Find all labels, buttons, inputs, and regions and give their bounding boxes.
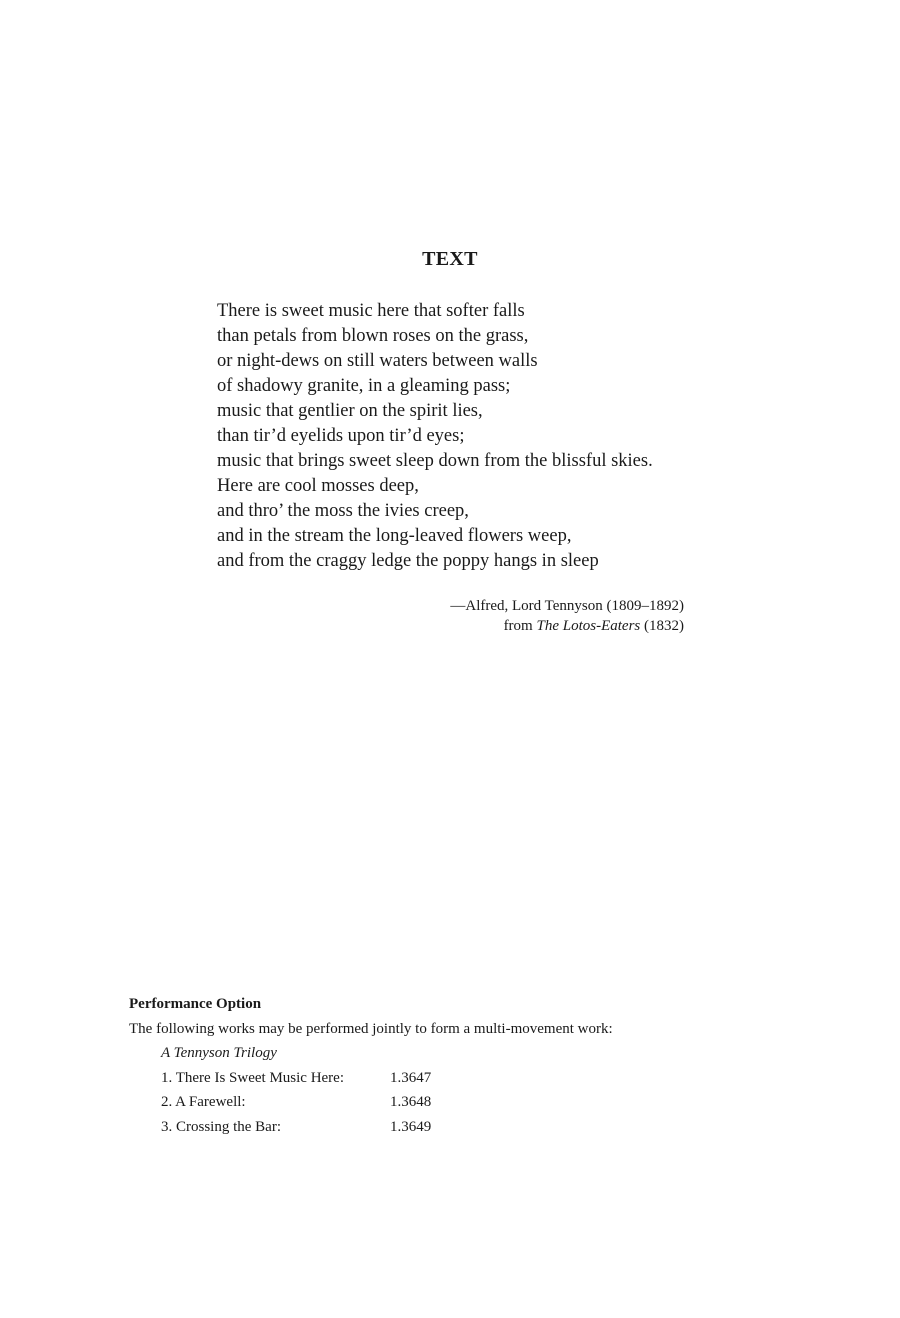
poem-text — [217, 299, 737, 574]
trilogy-item-name: 3. Crossing the Bar: — [161, 1118, 281, 1135]
trilogy-item-code: 1.3648 — [390, 1094, 432, 1110]
performance-option-title: Performance Option — [129, 996, 262, 1012]
poem-line: music that gentlier on the spirit lies, — [217, 401, 483, 421]
page-title: TEXT — [422, 248, 478, 270]
source-prefix: from — [503, 618, 537, 634]
performance-option-section — [129, 992, 769, 1139]
trilogy-item — [129, 1066, 769, 1091]
source-year: (1832) — [640, 618, 684, 634]
poem-line: of shadowy granite, in a gleaming pass; — [217, 376, 511, 396]
poem-line: Here are cool mosses deep, — [217, 476, 419, 496]
poem-line: than petals from blown roses on the grass, — [217, 326, 529, 346]
source-title: The Lotos-Eaters — [536, 618, 641, 634]
trilogy-item-code: 1.3647 — [390, 1069, 432, 1086]
poem-line: music that brings sweet sleep down from the blissful skies. — [217, 451, 653, 471]
poem-line: or night-dews on still waters between walls — [217, 351, 538, 371]
poem-line: There is sweet music here that softer falls — [217, 301, 525, 321]
trilogy-title: A Tennyson Trilogy — [161, 1045, 277, 1061]
trilogy-item — [129, 1115, 769, 1140]
trilogy-item-name: 2. A Farewell: — [161, 1094, 246, 1110]
attribution-author: —Alfred, Lord Tennyson (1809–1892) — [450, 598, 684, 614]
poem-line: and from the craggy ledge the poppy hangs in sleep — [217, 551, 599, 571]
poem-line: and thro’ the moss the ivies creep, — [217, 501, 469, 521]
performance-description: The following works may be performed jointly to form a multi-movement work: — [129, 1020, 613, 1037]
attribution-source — [217, 616, 684, 636]
trilogy-item-name: 1. There Is Sweet Music Here: — [161, 1069, 345, 1086]
attribution — [217, 596, 684, 636]
trilogy-item-code: 1.3649 — [390, 1118, 432, 1135]
trilogy-item — [129, 1090, 769, 1115]
poem-line: and in the stream the long-leaved flowers weep, — [217, 526, 572, 546]
poem-line: than tir’d eyelids upon tir’d eyes; — [217, 426, 465, 446]
